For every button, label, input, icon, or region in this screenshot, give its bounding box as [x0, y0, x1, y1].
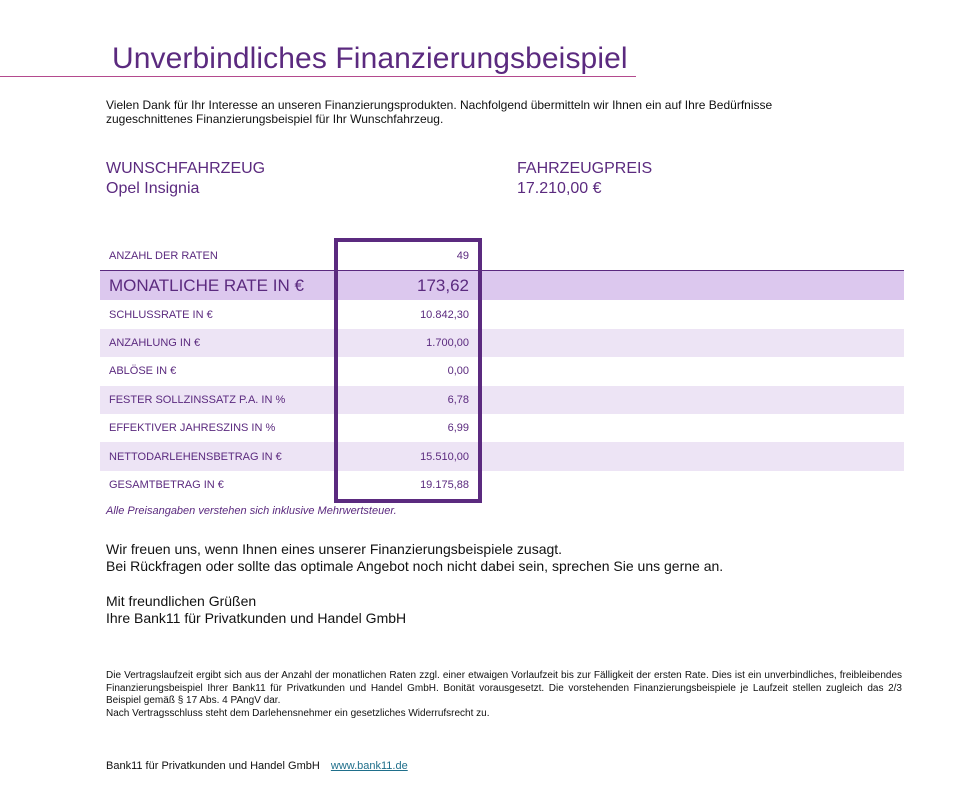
table-row-installments	[100, 242, 904, 270]
row-value: 15.510,00	[420, 450, 469, 463]
closing-line-1: Wir freuen uns, wenn Ihnen eines unserer Finanzierungsbeispiele zusagt.	[106, 541, 563, 557]
financing-table	[100, 242, 904, 499]
row-value: 49	[456, 250, 469, 263]
row-value: 173,62	[417, 275, 469, 295]
row-label: SCHLUSSRATE IN €	[109, 308, 213, 321]
legal-text	[106, 670, 902, 720]
row-value: 6,78	[447, 393, 469, 406]
table-row-net-loan	[100, 442, 904, 470]
intro-text	[106, 98, 906, 126]
row-value: 6,99	[447, 422, 469, 435]
table-row-payoff	[100, 357, 904, 385]
table-row-effective-rate	[100, 414, 904, 442]
footer	[106, 760, 408, 772]
greeting-line-1: Mit freundlichen Grüßen	[106, 593, 257, 609]
closing-line-2: Bei Rückfragen oder sollte das optimale Angebot noch nicht dabei sein, sprechen Sie uns gerne an.	[106, 558, 724, 574]
greeting-line-2: Ihre Bank11 für Privatkunden und Handel GmbH	[106, 610, 407, 626]
vehicle-value: Opel Insignia	[106, 180, 200, 197]
row-label: NETTODARLEHENSBETRAG IN €	[109, 450, 282, 463]
greeting	[106, 593, 406, 627]
price-label: FAHRZEUGPREIS	[517, 160, 653, 177]
row-value: 1.700,00	[426, 336, 469, 349]
footer-company: Bank11 für Privatkunden und Handel GmbH	[106, 760, 320, 772]
row-label: MONATLICHE RATE IN €	[109, 275, 304, 295]
row-value: 19.175,88	[420, 478, 469, 491]
footer-website-link[interactable]: www.bank11.de	[330, 760, 408, 772]
row-label: ANZAHLUNG IN €	[109, 336, 201, 349]
table-row-total-amount	[100, 471, 904, 499]
page-title: Unverbindliches Finanzierungsbeispiel	[112, 42, 628, 75]
vehicle-label: WUNSCHFAHRZEUG	[106, 160, 266, 177]
table-row-down-payment	[100, 329, 904, 357]
row-label: ANZAHL DER RATEN	[109, 250, 218, 263]
table-row-final-rate	[100, 300, 904, 328]
legal-line-2: Nach Vertragsschluss steht dem Darlehensnehmer ein gesetzliches Widerrufsrecht zu.	[106, 707, 490, 719]
row-value: 0,00	[447, 365, 469, 378]
row-label: FESTER SOLLZINSSATZ P.A. IN %	[109, 393, 286, 406]
row-value: 10.842,30	[420, 308, 469, 321]
row-label: EFFEKTIVER JAHRESZINS IN %	[109, 422, 276, 435]
intro-line-1: Vielen Dank für Ihr Interesse an unseren Finanzierungsprodukten. Nachfolgend übermitteln wir Ihnen ein auf Ihre Bedürfnisse	[106, 98, 773, 112]
table-row-monthly-rate	[100, 270, 904, 300]
price-footnote: Alle Preisangaben verstehen sich inklusive Mehrwertsteuer.	[106, 505, 397, 517]
row-label: ABLÖSE IN €	[109, 365, 177, 378]
row-label: GESAMTBETRAG IN €	[109, 478, 224, 491]
intro-line-2: zugeschnittenes Finanzierungsbeispiel für Ihr Wunschfahrzeug.	[106, 112, 444, 126]
closing-text	[106, 541, 723, 575]
legal-paragraph: Die Vertragslaufzeit ergibt sich aus der Anzahl der monatlichen Raten zzgl. einer etwaigen Vorlaufzeit bis zur Fälligkeit der ersten Rate. Dies ist ein unverbindliches, freibleibendes Finanzierungsbeispiel Ihrer Bank11 für Privatkunden und Handel GmbH. Bonität vorausgesetzt. Die vorstehenden Finanzierungsbeispiele je Laufzeit stellen zugleich das 2/3 Beispiel gemäß § 17 Abs. 4 PAngV dar.	[106, 670, 902, 706]
table-row-fixed-rate	[100, 386, 904, 414]
price-value: 17.210,00 €	[517, 180, 602, 197]
title-underline	[0, 76, 636, 77]
